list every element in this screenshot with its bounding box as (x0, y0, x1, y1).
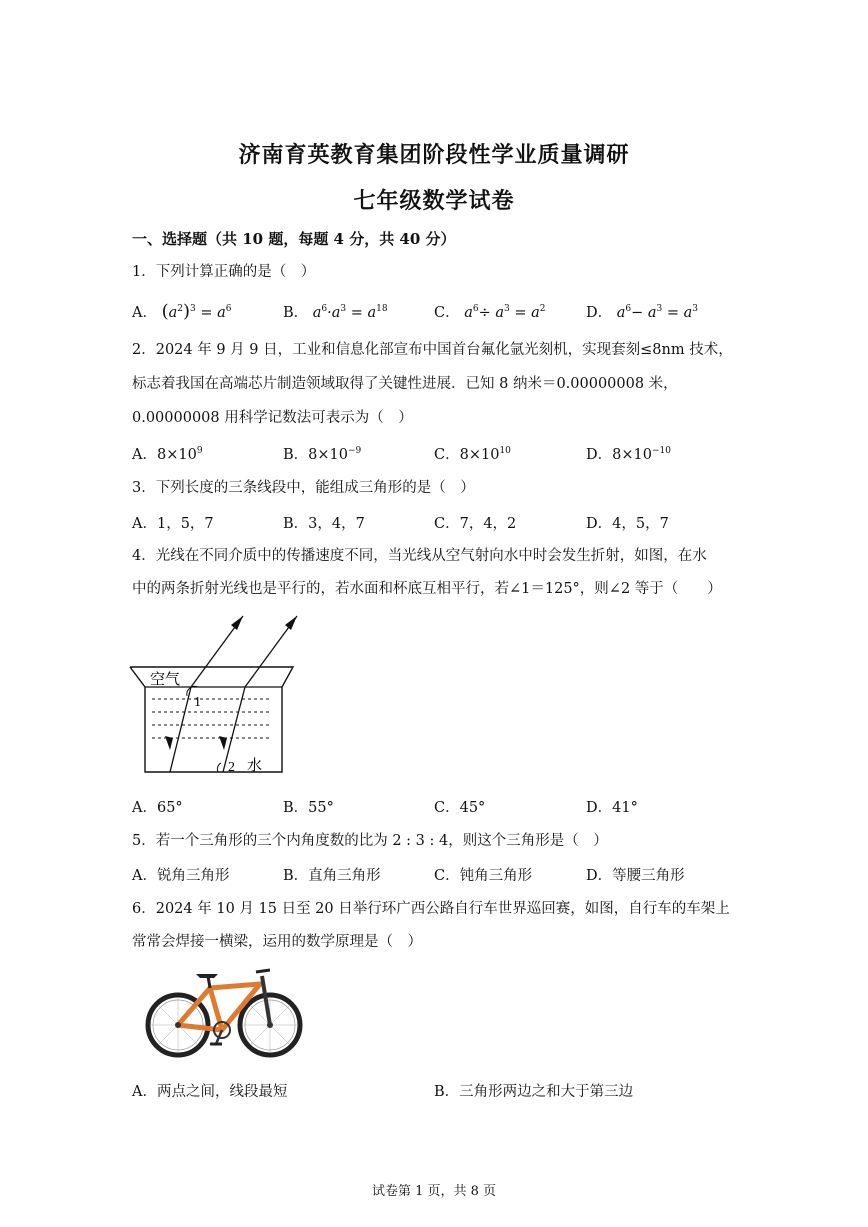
arrowhead-icon (219, 736, 227, 750)
q5-stem: 5．若一个三角形的三个内角度数的比为 2 : 3 : 4，则这个三角形是（ ） (132, 833, 608, 849)
q1-option-b: B． $a^6\cdot a^3 = a^{18}$ (283, 304, 388, 321)
exam-subtitle: 七年级数学试卷 (353, 188, 515, 214)
q5-option-c: C．钝角三角形 (434, 868, 533, 884)
q1-option-a: A． $(a^2)^3 = a^6$ (132, 301, 232, 322)
q3-option-b: B．3，4，7 (283, 516, 365, 532)
q4-line-1: 4．光线在不同介质中的传播速度不同，当光线从空气射向水中时会发生折射，如图，在水 (132, 548, 707, 564)
q2-option-a: A．$8\times 10^9$ (132, 446, 203, 463)
q4-option-c: C．45° (434, 800, 486, 816)
q1-option-c: C． $a^6\div a^3 = a^2$ (434, 304, 546, 321)
angle-1-label: 1 (194, 695, 201, 710)
q2-line-2: 标志着我国在高端芯片制造领域取得了关键性进展．已知 8 纳米＝0.00000008 米， (132, 376, 678, 392)
section-heading: 一、选择题（共 10 题，每题 4 分，共 40 分） (132, 230, 456, 248)
bike-fork (262, 976, 270, 1025)
q2-line-3: 0.00000008 用科学记数法可表示为（ ） (132, 410, 413, 426)
angle-2-label: 2 (228, 760, 235, 775)
q3-option-c: C．7，4，2 (434, 516, 517, 532)
q6-line-2: 常常会焊接一横梁，运用的数学原理是（ ） (132, 934, 422, 950)
angle-2-arc (217, 763, 221, 772)
arrowhead-icon (165, 736, 173, 750)
water-label: 水 (247, 757, 263, 774)
arrowhead-icon (231, 616, 243, 630)
refraction-figure (125, 610, 300, 785)
q6-line-1: 6．2024 年 10 月 15 日至 20 日举行环广西公路自行车世界巡回赛，如图，自行车的车架上 (132, 901, 730, 917)
q1-option-d: D． $a^6- a^3 = a^3$ (586, 304, 699, 321)
q2-option-b: B．$8\times 10^{-9}$ (283, 446, 362, 463)
q3-option-a: A．1，5，7 (132, 516, 214, 532)
q6-option-a: A．两点之间，线段最短 (132, 1084, 288, 1100)
arrowhead-icon (285, 616, 297, 630)
q5-option-d: D．等腰三角形 (586, 868, 685, 884)
q4-option-a: A．65° (132, 800, 183, 816)
bike-handlebar (256, 970, 270, 972)
q4-line-2: 中的两条折射光线也是平行的，若水面和杯底互相平行，若∠1＝125°，则∠2 等于（ ） (132, 581, 722, 597)
q4-option-d: D．41° (586, 800, 638, 816)
q5-option-a: A．锐角三角形 (132, 868, 230, 884)
q2-line-1: 2．2024 年 9 月 9 日，工业和信息化部宣布中国首台氟化氩光刻机，实现套刻≤8nm 技术， (132, 342, 733, 358)
q6-option-b: B．三角形两边之和大于第三边 (434, 1084, 634, 1100)
q5-option-b: B．直角三角形 (283, 868, 381, 884)
q4-option-b: B．55° (283, 800, 334, 816)
page-footer: 试卷第 1 页，共 8 页 (371, 1184, 497, 1199)
q3-option-d: D．4，5，7 (586, 516, 669, 532)
q2-option-d: D．$8\times 10^{-10}$ (586, 446, 671, 463)
q2-option-c: C．$8\times 10^{10}$ (434, 446, 511, 463)
bicycle-image (138, 962, 306, 1060)
air-label: 空气 (150, 671, 181, 688)
exam-title: 济南育英教育集团阶段性学业质量调研 (238, 142, 630, 168)
refracted-ray-1 (170, 687, 191, 772)
bike-seat (196, 974, 218, 978)
q3-stem: 3．下列长度的三条线段中，能组成三角形的是（ ） (132, 480, 475, 496)
q1-stem: 1．下列计算正确的是（ ） (132, 264, 316, 280)
